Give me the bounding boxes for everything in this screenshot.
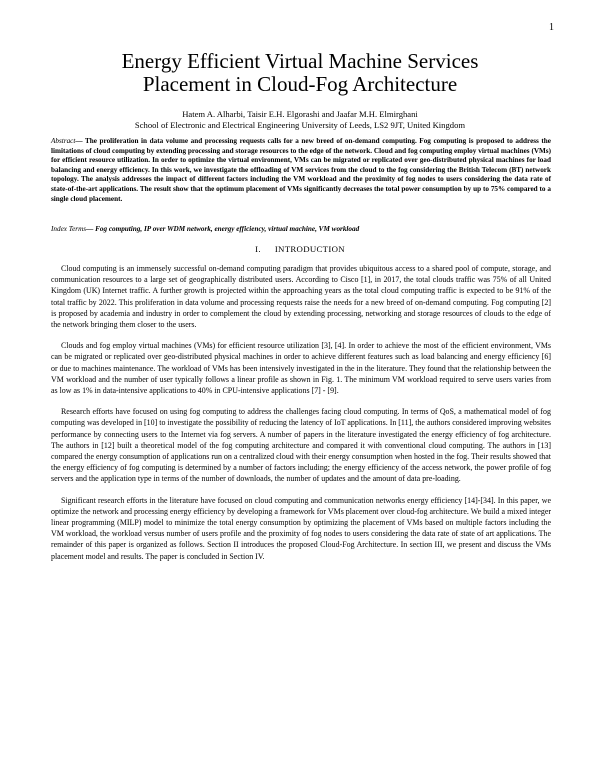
section-title: INTRODUCTION xyxy=(274,244,345,254)
section-heading xyxy=(0,244,600,254)
abstract-text: — The proliferation in data volume and processing requests calls for a new breed of on-demand computing. Fog computing is proposed to address the limitations of cloud computing by extending processing and storage resources to the edge of the network. Cloud and fog computing employ virtual machines (VMs) for efficient resource utilization. In order to optimize the virtual environment, VMs can be migrated or replicated over geo-distributed physical machines for load balancing and energy efficiency. In this work, we investigate the offloading of VM services from the cloud to the fog considering the British Telecom (BT) network topology. The analysis addresses the impact of different factors including the VM workload and the proximity of fog nodes to users considering the data rate of state-of-the-art applications. The result show that the optimum placement of VMs significantly decreases the total power consumption by up to 75% compared to a single cloud placement. xyxy=(51,137,551,203)
index-terms xyxy=(51,225,551,235)
introduction-body xyxy=(51,263,551,572)
title-line: Energy Efficient Virtual Machine Services xyxy=(121,49,479,73)
page-number: 1 xyxy=(549,22,554,33)
index-terms-label: Index Terms xyxy=(51,225,87,233)
index-terms-text: — Fog computing, IP over WDM network, energy efficiency, virtual machine, VM workload xyxy=(86,225,360,233)
body-paragraph: Clouds and fog employ virtual machines (VMs) for efficient resource utilization [3], [4]. In order to achieve the most of the efficient environment, VMs can be migrated or replicated over geo-distributed physical machines in order to achieve different features such as load balancing and energy efficiency [6] or due to machines maintenance. The workload of VMs has been intensively investigated in the in the literature. They found that the relationship between the VM workload and the number of user typically follows a linear profile as shown in Fig. 1. The minimum VM workload required to serve users varies from as low as 1% in data-intensive applications to 40% in CPU-intensive applications [7] - [9]. xyxy=(51,341,551,396)
author-block xyxy=(0,109,600,131)
title-line: Placement in Cloud-Fog Architecture xyxy=(142,72,458,96)
body-paragraph: Research efforts have focused on using fog computing to address the challenges facing cloud computing. In terms of QoS, a mathematical model of fog computing was developed in [10] to investigate the possibility of reducing the latency of IoT applications. In [11], the authors considered improving websites performance by connecting users to the Internet via fog servers. A number of papers in the literature investigated the energy efficiency of fog architecture. The authors in [12] built a theoretical model of the fog computing architecture and compared it with conventional cloud computing. The authors in [13] compared the energy consumption of applications run on a centralized cloud with their energy consumption when hosted in the fog. Their results showed that the energy efficiency of fog computing is determined by a number of factors including; the energy efficiency of the access network, the power profile of fog servers and the application type in terms of the number of downloads, the number of updates and the amount of data pre-loading. xyxy=(51,407,551,484)
paper-title xyxy=(0,50,600,96)
author-names: Hatem A. Alharbi, Taisir E.H. Elgorashi and Jaafar M.H. Elmirghani xyxy=(182,109,418,119)
body-paragraph: Significant research efforts in the literature have focused on cloud computing and communication networks energy efficiency [14]-[34]. In this paper, we optimize the network and processing energy efficiency by developing a framework for VMs placement over cloud-fog architecture. We build a mixed integer linear programming (MILP) model to minimize the total energy consumption by optimizing the placement of VMs based on multiple factors including the VM workload, the workload versus number of users profile and the proximity of fog nodes to users considering the data rate of state of art applications. The remainder of this paper is organized as follows. Section II introduces the proposed Cloud-Fog Architecture. In section III, we present and discuss the VMs placement model and results. The paper is concluded in Section IV. xyxy=(51,495,551,561)
author-affiliation: School of Electronic and Electrical Engineering University of Leeds, LS2 9JT, United Kingdom xyxy=(134,120,466,130)
abstract-label: Abstract xyxy=(51,137,76,145)
body-paragraph: Cloud computing is an immensely successful on-demand computing paradigm that provides ubiquitous access to a shared pool of compute, storage, and communication resources to a large set of geographically distributed users. According to Cisco [1], in 2017, the total clouds traffic was 75% of all United Kingdom (UK) Internet traffic. A further growth is projected within the approaching years as the total cloud computing traffic is expected to be 91% of the total traffic by 2022. This proliferation in data volume and processing requests raise the needs for a new breed of on-demand computing. Fog computing [2] is proposed by academia and industry in order to complement the cloud by extending processing, networking and storage resources of clouds to the edge of the network bringing them closer to the users. xyxy=(51,264,551,330)
section-number: I. xyxy=(255,244,261,254)
abstract xyxy=(51,137,551,204)
